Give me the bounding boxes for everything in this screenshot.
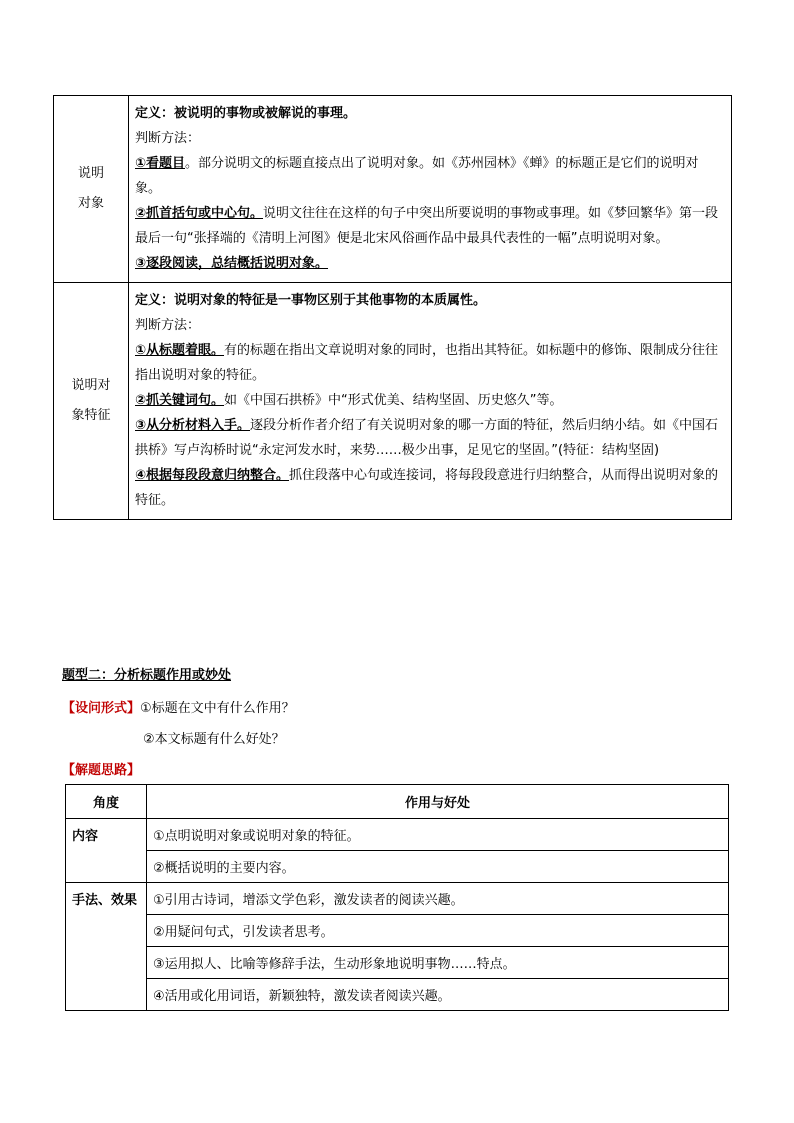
definition: 定义：被说明的事物或被解说的事理。 — [135, 106, 357, 121]
label-line: 说明 — [77, 166, 104, 181]
method-item-text: 说明文往往在这样的句子中突出所要说明的事物或事理。如《梦回繁华》第一段最后一句“张择端的《清明上河图》便是北宋风俗画作品中最具代表性的一幅”点明说明对象。 — [135, 206, 719, 246]
category-technique: 手法、效果 — [66, 883, 147, 1011]
table-cell: ①点明说明对象或说明对象的特征。 — [147, 819, 729, 851]
table-row — [66, 947, 729, 979]
table-row — [66, 915, 729, 947]
table-row — [66, 883, 729, 915]
header-angle: 角度 — [66, 785, 147, 819]
method-item — [135, 251, 723, 276]
table-row — [54, 96, 732, 283]
method-item — [135, 413, 723, 463]
header-effect: 作用与好处 — [147, 785, 729, 819]
row-label-object — [54, 96, 129, 283]
table-cell: ④活用或化用词语，新颖独特，激发读者阅读兴趣。 — [147, 979, 729, 1011]
method-item-head: ②抓首括句或中心句。 — [135, 206, 264, 221]
concepts-table — [53, 95, 732, 520]
method-item-head: ④根据每段段意归纳整合。 — [135, 468, 290, 483]
table-row — [66, 851, 729, 883]
table-row — [66, 979, 729, 1011]
method-item-head: ③从分析材料入手。 — [135, 418, 251, 433]
method-label: 判断方法： — [135, 318, 201, 333]
question-form-label: 【设问形式】 — [62, 701, 141, 716]
table-row — [54, 283, 732, 520]
question-form — [62, 697, 295, 716]
feature-content — [129, 283, 732, 520]
question-item: ①标题在文中有什么作用？ — [140, 701, 295, 716]
method-item-text: 如《中国石拱桥》中“形式优美、结构坚固、历史悠久”等。 — [224, 393, 563, 408]
table-row — [66, 819, 729, 851]
method-item-text: 有的标题在指出文章说明对象的同时，也指出其特征。如标题中的修饰、限制成分往往指出说明对象的特征。 — [135, 343, 719, 383]
table-cell: ②用疑问句式，引发读者思考。 — [147, 915, 729, 947]
method-item-text: 。部分说明文的标题直接点出了说明对象。如《苏州园林》《蝉》的标题正是它们的说明对象。 — [135, 156, 699, 196]
label-line: 象特征 — [71, 408, 111, 423]
label-line: 对象 — [77, 196, 104, 211]
row-label-feature — [54, 283, 129, 520]
method-item-head: ①从标题着眼。 — [135, 343, 225, 358]
method-item-head: ③逐段阅读，总结概括说明对象。 — [135, 256, 329, 271]
method-item-head: ②抓关键词句。 — [135, 393, 225, 408]
method-item-text: 抓住段落中心句或连接词，将每段段意进行归纳整合，从而得出说明对象的特征。 — [135, 468, 719, 508]
method-item — [135, 463, 723, 513]
method-item — [135, 338, 723, 388]
method-item — [135, 388, 723, 413]
method-item — [135, 151, 723, 201]
method-item-head: ①看题目 — [135, 156, 186, 171]
table-cell: ③运用拟人、比喻等修辞手法，生动形象地说明事物……特点。 — [147, 947, 729, 979]
method-item-text: 逐段分析作者介绍了有关说明对象的哪一方面的特征，然后归纳小结。如《中国石拱桥》写卢沟桥时说“永定河发水时，来势……极少出事，足见它的坚固。”(特征：结构坚固) — [135, 418, 719, 458]
table-cell: ②概括说明的主要内容。 — [147, 851, 729, 883]
method-item — [135, 201, 723, 251]
definition: 定义：说明对象的特征是一事物区别于其他事物的本质属性。 — [135, 293, 487, 308]
category-content: 内容 — [66, 819, 147, 883]
label-line: 说明对 — [71, 378, 111, 393]
effect-table — [65, 784, 729, 1011]
method-label: 判断方法： — [135, 131, 201, 146]
question-item: ②本文标题有什么好处？ — [143, 732, 285, 747]
solution-label: 【解题思路】 — [62, 763, 141, 778]
table-header-row — [66, 785, 729, 819]
object-content — [129, 96, 732, 283]
table-cell: ①引用古诗词，增添文学色彩，激发读者的阅读兴趣。 — [147, 883, 729, 915]
section-title: 题型二：分析标题作用或妙处 — [62, 668, 232, 683]
